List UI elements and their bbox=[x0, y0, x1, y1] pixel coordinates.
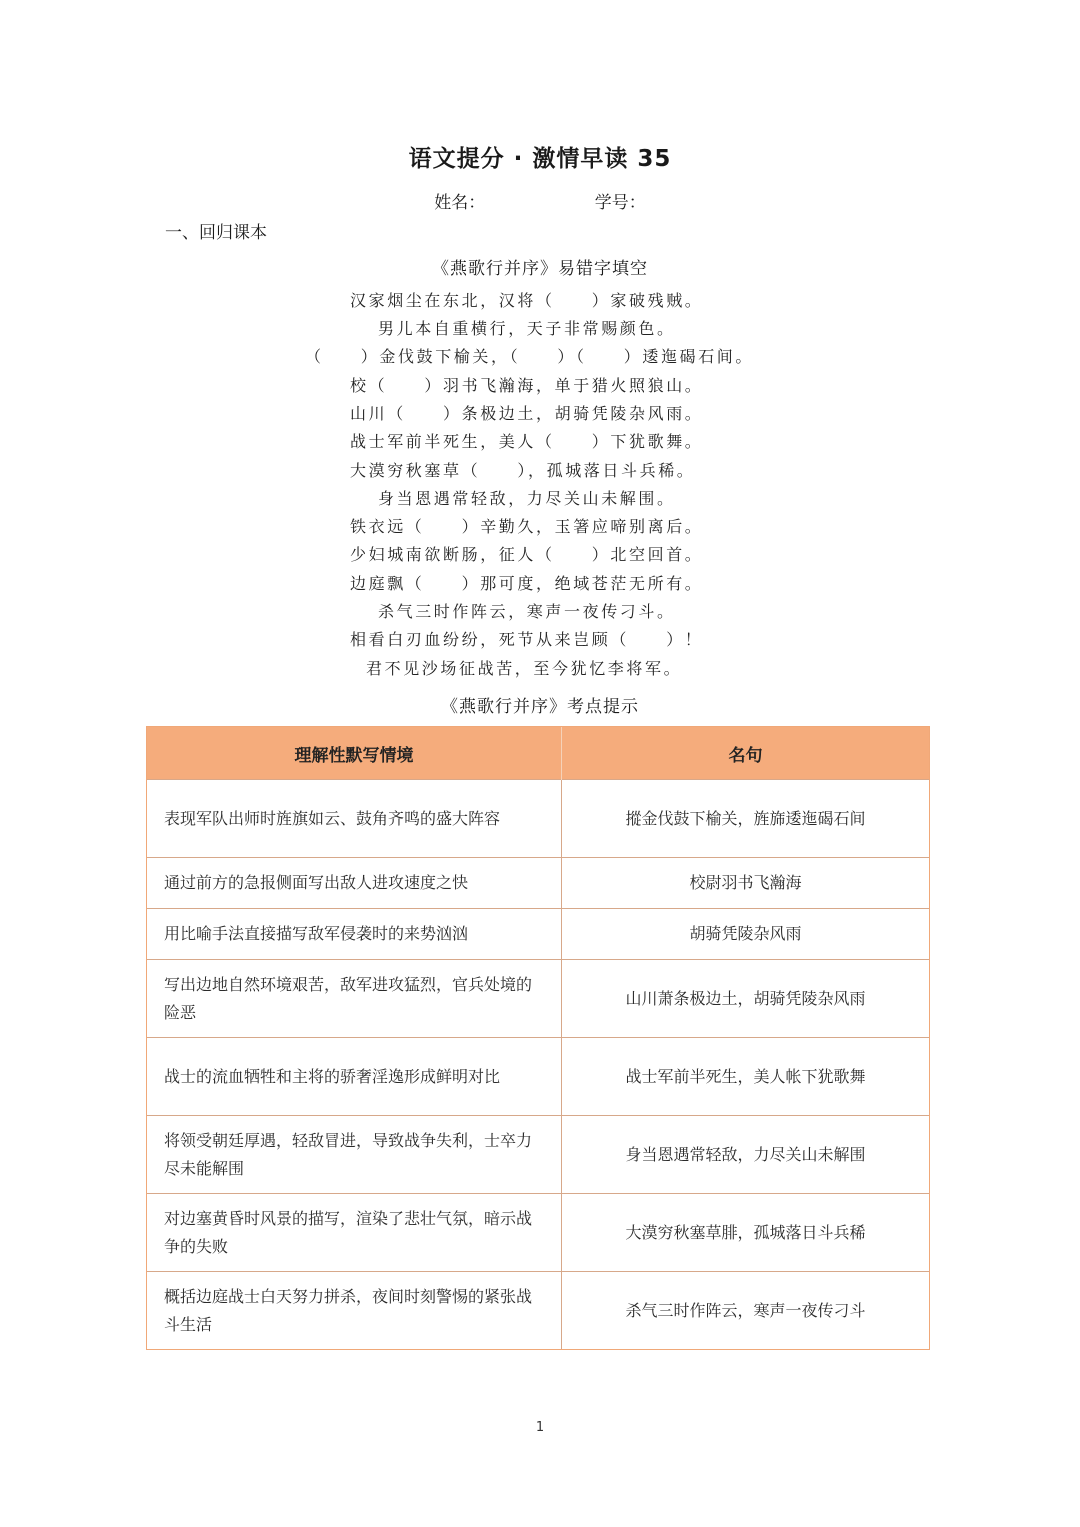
poem-line: 相看白刃血纷纷，死节从来岂顾（ ）！ bbox=[350, 630, 704, 649]
quote-cell: 战士军前半死生，美人帐下犹歌舞 bbox=[562, 1038, 929, 1116]
table-row bbox=[147, 1038, 929, 1116]
id-label: 学号： bbox=[594, 193, 646, 213]
poem-line: 少妇城南欲断肠，征人（ ）北空回首。 bbox=[350, 545, 704, 564]
table-header-context: 理解性默写情境 bbox=[147, 727, 562, 780]
poem-line: 身当恩遇常轻敌，力尽关山未解围。 bbox=[378, 489, 676, 508]
poem-line: 君不见沙场征战苦，至今犹忆李将军。 bbox=[366, 659, 683, 678]
quote-cell: 摐金伐鼓下榆关，旌旆逶迤碣石间 bbox=[562, 780, 929, 858]
quote-cell: 大漠穷秋塞草腓，孤城落日斗兵稀 bbox=[562, 1194, 929, 1272]
context-cell: 写出边地自然环境艰苦，敌军进攻猛烈，官兵处境的险恶 bbox=[147, 960, 562, 1038]
context-cell: 将领受朝廷厚遇，轻敌冒进，导致战争失利，士卒力尽未能解围 bbox=[147, 1116, 562, 1194]
table-row bbox=[147, 780, 929, 858]
poem-line: 边庭飘（ ）那可度，绝域苍茫无所有。 bbox=[350, 574, 704, 593]
poem-line: 杀气三时作阵云，寒声一夜传刁斗。 bbox=[378, 602, 676, 621]
table-row bbox=[147, 1194, 929, 1272]
section-heading: 一、回归课本 bbox=[165, 223, 267, 243]
context-cell: 通过前方的急报侧面写出敌人进攻速度之快 bbox=[147, 858, 562, 909]
hint-table bbox=[146, 726, 930, 1350]
name-id-line bbox=[0, 188, 1080, 213]
poem-line: 山川（ ）条极边土，胡骑凭陵杂风雨。 bbox=[350, 404, 704, 423]
table-header-quote: 名句 bbox=[562, 727, 929, 780]
poem-title: 《燕歌行并序》易错字填空 bbox=[432, 259, 648, 279]
context-cell: 概括边庭战士白天努力拼杀，夜间时刻警惕的紧张战斗生活 bbox=[147, 1272, 562, 1350]
context-cell: 对边塞黄昏时风景的描写，渲染了悲壮气氛，暗示战争的失败 bbox=[147, 1194, 562, 1272]
context-cell: 战士的流血牺牲和主将的骄奢淫逸形成鲜明对比 bbox=[147, 1038, 562, 1116]
poem-line: 铁衣远（ ）辛勤久，玉箸应啼别离后。 bbox=[350, 517, 704, 536]
poem-line: 校（ ）羽书飞瀚海，单于猎火照狼山。 bbox=[350, 376, 704, 395]
table-row bbox=[147, 1116, 929, 1194]
context-cell: 表现军队出师时旌旗如云、鼓角齐鸣的盛大阵容 bbox=[147, 780, 562, 858]
name-label: 姓名： bbox=[434, 193, 486, 213]
table-row bbox=[147, 909, 929, 960]
poem-line: 男儿本自重横行，天子非常赐颜色。 bbox=[378, 319, 676, 338]
poem-line: （ ）金伐鼓下榆关，（ ）（ ）逶迤碣石间。 bbox=[305, 347, 755, 366]
quote-cell: 校尉羽书飞瀚海 bbox=[562, 858, 929, 909]
page-number: 1 bbox=[535, 1420, 545, 1435]
table-row bbox=[147, 1272, 929, 1350]
table-row bbox=[147, 858, 929, 909]
quote-cell: 山川萧条极边土，胡骑凭陵杂风雨 bbox=[562, 960, 929, 1038]
quote-cell: 胡骑凭陵杂风雨 bbox=[562, 909, 929, 960]
poem-line: 战士军前半死生，美人（ ）下犹歌舞。 bbox=[350, 432, 704, 451]
quote-cell: 身当恩遇常轻敌，力尽关山未解围 bbox=[562, 1116, 929, 1194]
context-cell: 用比喻手法直接描写敌军侵袭时的来势汹汹 bbox=[147, 909, 562, 960]
page-title: 语文提分 · 激情早读 35 bbox=[408, 146, 672, 172]
table-row bbox=[147, 960, 929, 1038]
poem-line: 汉家烟尘在东北，汉将（ ）家破残贼。 bbox=[350, 291, 704, 310]
poem-line: 大漠穷秋塞草（ ），孤城落日斗兵稀。 bbox=[350, 461, 696, 480]
hint-title: 《燕歌行并序》考点提示 bbox=[441, 697, 639, 717]
quote-cell: 杀气三时作阵云，寒声一夜传刁斗 bbox=[562, 1272, 929, 1350]
